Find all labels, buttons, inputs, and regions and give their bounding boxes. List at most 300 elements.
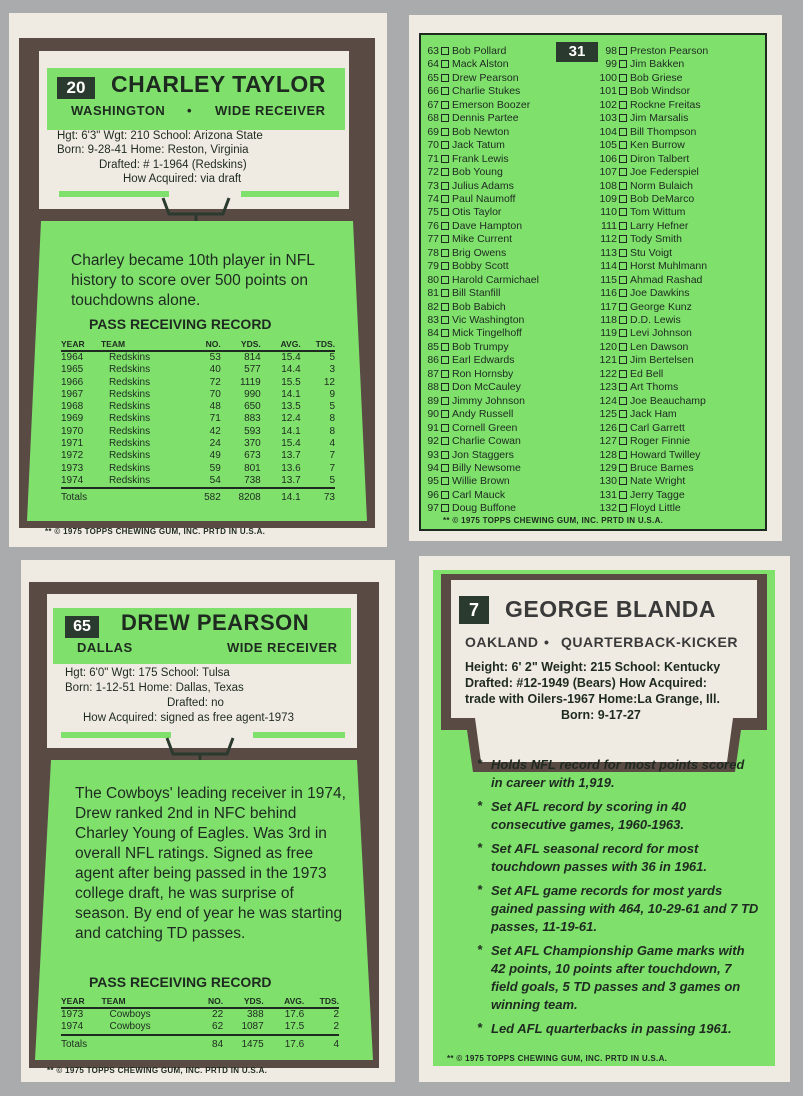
info-line-4: Born: 9-17-27 [561, 708, 641, 722]
card-charley-taylor [9, 13, 387, 547]
checklist-item [597, 233, 682, 246]
checklist-player-name: Carl Mauck [452, 488, 506, 501]
copyright-footer: ** © 1975 TOPPS CHEWING GUM, INC. PRTD IN U.S.A. [443, 516, 664, 525]
checklist-number: 77 [427, 233, 439, 246]
checklist-number: 131 [599, 488, 617, 501]
checklist-item [425, 502, 516, 515]
stats-cell: 1973 [61, 462, 84, 474]
stats-cell: Redskins [108, 352, 151, 363]
checklist-item [597, 126, 696, 139]
checkbox-icon [441, 276, 449, 284]
checklist-number: 84 [427, 327, 439, 340]
stats-cell: 72 [209, 376, 221, 388]
stats-cell: 370 [244, 438, 261, 450]
checklist-player-name: Bob DeMarco [630, 192, 695, 205]
checklist-item [425, 354, 514, 367]
checkbox-icon [619, 316, 627, 324]
highlight-text: Holds NFL record for most points scored in career with 1,919. [491, 757, 745, 790]
stats-totals-row [61, 1035, 339, 1050]
asterisk-icon: * [477, 756, 483, 771]
checklist-item [597, 85, 690, 98]
stats-cell: 990 [244, 388, 261, 400]
checklist-item [425, 206, 501, 219]
stats-cell: 17.5 [284, 1021, 305, 1033]
checklist-item [597, 301, 692, 314]
card-number: 20 [57, 77, 95, 99]
checklist-item [425, 422, 517, 435]
checklist-item [425, 166, 503, 179]
checkbox-icon [441, 383, 449, 391]
checkbox-icon [441, 182, 449, 190]
stripe-left [59, 191, 169, 197]
checklist-number: 87 [427, 367, 439, 380]
checkbox-icon [619, 477, 627, 485]
checklist-number: 79 [427, 260, 439, 273]
stats-cell: 40 [209, 364, 221, 376]
checklist-player-name: Norm Bulaich [630, 179, 694, 192]
stats-cell: 3 [329, 364, 335, 376]
stats-header-cell: TEAM [100, 339, 126, 349]
stats-cell: 14.1 [281, 388, 301, 400]
stats-header-cell: AVG. [284, 996, 305, 1006]
checklist-item [425, 260, 509, 273]
bio-text: Charley became 10th player in NFL history to score over 500 points on touchdowns alone. [71, 252, 315, 309]
checklist-number: 75 [427, 206, 439, 219]
checkbox-icon [619, 114, 627, 122]
info-line-1: Hgt: 6'3" Wgt: 210 School: Arizona State [57, 130, 263, 142]
checklist-item [597, 180, 693, 193]
checklist-player-name: Bob Griese [630, 71, 683, 84]
checklist-player-name: Len Dawson [630, 340, 689, 353]
checkbox-icon [619, 222, 627, 230]
stats-cell: 42 [209, 425, 221, 437]
checklist-player-name: Andy Russell [452, 408, 514, 421]
stats-row [61, 475, 335, 488]
checklist-number: 85 [427, 340, 439, 353]
stats-cell: 8 [329, 425, 335, 437]
checklist-number: 104 [599, 125, 617, 138]
checklist-item [597, 220, 688, 233]
checklist-number: 112 [600, 233, 617, 246]
stats-cell: 593 [244, 425, 261, 437]
checklist-player-name: Drew Pearson [452, 71, 519, 84]
checklist-player-name: Bob Babich [452, 300, 506, 313]
highlight-text: Set AFL game records for most yards gained passing with 464, 10-29-61 and 7 TD passes, 11-19-61. [491, 883, 759, 934]
checkbox-icon [441, 222, 449, 230]
info-line-3: trade with Oilers-1967 Home:La Grange, Ill. [465, 692, 720, 706]
checklist-player-name: Tody Smith [630, 233, 682, 246]
stats-row [61, 1021, 339, 1034]
checklist-player-name: Stu Voigt [630, 246, 673, 259]
stats-row [61, 438, 335, 450]
checklist-player-name: Don McCauley [452, 381, 521, 394]
checklist-player-name: Bobby Scott [452, 260, 509, 273]
stats-cell: Redskins [108, 364, 151, 376]
stats-cell: 4 [329, 438, 335, 450]
checklist-player-name: Bob Trumpy [452, 340, 509, 353]
player-name: CHARLEY TAYLOR [111, 71, 326, 97]
checklist-number: 106 [599, 152, 617, 165]
checklist-item [425, 449, 514, 462]
stats-total-cell: 73 [323, 492, 335, 504]
checkbox-icon [441, 316, 449, 324]
checklist-number: 110 [600, 206, 617, 219]
checklist-number: 64 [427, 58, 439, 71]
checklist-number: 114 [600, 260, 617, 273]
stats-cell: 8 [329, 413, 335, 425]
stats-cell: 5 [329, 474, 335, 486]
stripe-right [241, 191, 339, 197]
checkbox-icon [441, 208, 449, 216]
checkbox-icon [441, 235, 449, 243]
checkbox-icon [441, 249, 449, 257]
stats-cell: 814 [244, 352, 261, 363]
checklist-player-name: Bruce Barnes [630, 461, 694, 474]
checkbox-icon [441, 343, 449, 351]
checklist-item [597, 260, 707, 273]
stats-total-cell: Totals [61, 492, 88, 504]
checklist-item [425, 462, 521, 475]
checklist-player-name: Carl Garrett [630, 421, 685, 434]
highlight-item [477, 882, 759, 936]
checklist-player-name: Jerry Tagge [630, 488, 685, 501]
checkbox-icon [619, 303, 627, 311]
checklist-item [597, 395, 706, 408]
checklist-number: 66 [427, 85, 439, 98]
team-name: WASHINGTON [71, 103, 166, 118]
checklist-item [425, 475, 510, 488]
checklist-player-name: Charlie Stukes [452, 85, 521, 98]
card-drew-pearson [21, 560, 395, 1082]
checklist-player-name: Bob Young [452, 166, 503, 179]
stats-cell: 1972 [61, 450, 84, 462]
checklist-item [425, 314, 524, 327]
stripe-left [61, 732, 171, 738]
info-line-2: Born: 9-28-41 Home: Reston, Virginia [57, 144, 249, 156]
checkbox-icon [619, 464, 627, 472]
highlight-item [477, 1020, 759, 1038]
checkbox-icon [441, 141, 449, 149]
stats-row [61, 1008, 339, 1021]
checklist-item [597, 435, 690, 448]
stats-header-cell: NO. [205, 339, 221, 349]
stats-row [61, 389, 335, 401]
team-name: DALLAS [77, 640, 133, 655]
stats-total-cell: 17.6 [284, 1038, 305, 1050]
checklist-number: 116 [600, 287, 617, 300]
asterisk-icon: * [477, 798, 483, 813]
checklist-item [425, 180, 514, 193]
checkbox-icon [441, 74, 449, 82]
checklist-player-name: Dennis Partee [452, 112, 519, 125]
checklist-player-name: Cornell Green [452, 421, 518, 434]
checklist-number: 109 [599, 192, 617, 205]
checklist-item [425, 368, 513, 381]
stats-cell: 650 [244, 401, 261, 413]
checklist-number: 125 [599, 408, 617, 421]
stats-cell: 22 [212, 1009, 224, 1020]
checkbox-icon [619, 397, 627, 405]
checklist-player-name: D.D. Lewis [630, 314, 681, 326]
stats-cell: 388 [247, 1009, 264, 1020]
checkbox-icon [619, 424, 627, 432]
stripe-right [253, 732, 345, 738]
checklist-item [425, 233, 512, 246]
checklist-number: 120 [599, 340, 617, 353]
checkbox-icon [441, 370, 449, 378]
stats-total-cell: 14.1 [281, 492, 301, 504]
checklist-player-name: Charlie Cowan [452, 435, 521, 448]
checklist-number: 74 [427, 192, 439, 205]
stats-header-cell: TDS. [315, 339, 335, 349]
info-line-4: How Acquired: via draft [123, 173, 242, 185]
copyright-footer: ** © 1975 TOPPS CHEWING GUM, INC. PRTD IN U.S.A. [47, 1066, 268, 1075]
stats-cell: 53 [209, 352, 221, 363]
checklist-player-name: Floyd Little [630, 502, 681, 515]
checklist-item [425, 153, 509, 166]
checklist-item [597, 247, 672, 260]
highlight-text: Set AFL Championship Game marks with 42 points, 10 points after touchdown, 7 field goals, 5 TD passes and 3 games on winning team. [491, 943, 745, 1012]
career-highlights [477, 756, 759, 1044]
checklist-number: 91 [427, 421, 439, 434]
checklist-item [425, 45, 506, 58]
checklist-item [597, 502, 681, 515]
stats-cell: 738 [244, 474, 261, 486]
position: WIDE RECEIVER [215, 103, 326, 118]
checklist-player-name: Frank Lewis [452, 152, 509, 165]
checklist-player-name: Vic Washington [452, 314, 525, 326]
checkbox-icon [441, 410, 449, 418]
checkbox-icon [619, 451, 627, 459]
checklist-number: 89 [427, 394, 439, 407]
highlight-item [477, 756, 759, 792]
checklist-player-name: Billy Newsome [452, 461, 521, 474]
stats-cell: 7 [329, 450, 335, 462]
stats-cell: 577 [244, 364, 261, 376]
stats-cell: Redskins [108, 388, 151, 400]
checkbox-icon [619, 128, 627, 136]
checklist-player-name: Jim Marsalis [630, 112, 689, 125]
highlight-item [477, 942, 759, 1014]
checklist-player-name: Jim Bertelsen [630, 354, 694, 367]
checklist-player-name: Levi Johnson [630, 327, 692, 340]
checklist-number: 126 [599, 421, 617, 434]
checklist-player-name: Willie Brown [452, 475, 510, 488]
checklist-number: 73 [427, 179, 439, 192]
stats-cell: 1965 [61, 364, 84, 376]
position: QUARTERBACK-KICKER [561, 634, 738, 650]
stats-cell: 1119 [239, 376, 261, 388]
checklist-item [597, 449, 700, 462]
record-title: PASS RECEIVING RECORD [89, 974, 272, 990]
checklist-player-name: Horst Muhlmann [630, 260, 708, 273]
checklist-item [597, 354, 694, 367]
checklist-item [597, 489, 685, 502]
checkbox-icon [441, 303, 449, 311]
separator-dot: • [187, 103, 193, 118]
checklist-item [425, 139, 505, 152]
checklist-number: 71 [427, 152, 439, 165]
checkbox-icon [441, 128, 449, 136]
checklist-player-name: Brig Owens [452, 246, 507, 259]
checklist-number: 96 [427, 488, 439, 501]
checkbox-icon [441, 60, 449, 68]
checklist-item [425, 72, 519, 85]
checklist-player-name: Joe Federspiel [630, 166, 699, 179]
stats-cell: 1973 [61, 1009, 84, 1020]
checklist-number: 78 [427, 246, 439, 259]
stats-cell: 12.4 [281, 413, 301, 425]
checklist-number: 124 [599, 394, 617, 407]
checkbox-icon [441, 424, 449, 432]
checklist-player-name: Joe Dawkins [630, 287, 690, 300]
checkbox-icon [619, 276, 627, 284]
checkbox-icon [619, 383, 627, 391]
stats-cell: 48 [209, 401, 221, 413]
checklist-item [597, 139, 685, 152]
checklist-number: 121 [599, 354, 617, 367]
stats-header-cell: YEAR [61, 339, 85, 349]
checkbox-icon [441, 195, 449, 203]
checklist-item [425, 112, 519, 125]
stats-totals-row [61, 488, 335, 503]
asterisk-icon: * [477, 882, 483, 897]
stats-cell: 1970 [61, 425, 84, 437]
checklist-player-name: Joe Beauchamp [630, 394, 706, 407]
checkbox-icon [619, 262, 627, 270]
stats-cell: 1969 [61, 413, 84, 425]
checkbox-icon [619, 235, 627, 243]
stats-cell: 5 [329, 401, 335, 413]
checkbox-icon [441, 451, 449, 459]
checklist-item [597, 341, 688, 354]
checklist-player-name: Ken Burrow [630, 139, 685, 152]
stats-cell: 1971 [61, 438, 84, 450]
checklist-number: 70 [427, 139, 439, 152]
checklist-player-name: Bill Thompson [630, 125, 697, 138]
checklist-number: 97 [427, 502, 439, 515]
checklist-item [597, 99, 701, 112]
checkbox-icon [441, 87, 449, 95]
checklist-number: 95 [427, 475, 439, 488]
stats-cell: 673 [244, 450, 261, 462]
checklist-number: 117 [600, 300, 617, 313]
stats-header-cell: YDS. [240, 339, 261, 349]
checklist-player-name: Jimmy Johnson [452, 394, 525, 407]
stats-header-cell: TEAM [101, 996, 126, 1006]
checklist-player-name: Art Thoms [630, 381, 679, 394]
stats-row [61, 450, 335, 462]
checklist-item [425, 85, 520, 98]
checklist-player-name: Jack Tatum [452, 139, 505, 152]
stats-cell: 62 [212, 1021, 224, 1033]
checklist-player-name: Diron Talbert [630, 152, 690, 165]
stats-cell: Redskins [108, 462, 151, 474]
stats-cell: 5 [329, 352, 335, 363]
checklist-player-name: Tom Wittum [630, 206, 686, 219]
stats-cell: 2 [333, 1021, 339, 1033]
checkbox-icon [619, 47, 627, 55]
stats-cell: 1964 [61, 352, 84, 363]
checklist-number: 119 [600, 327, 617, 340]
stats-cell: Cowboys [109, 1021, 151, 1033]
checkbox-icon [619, 410, 627, 418]
stats-total-cell: 8208 [238, 492, 261, 504]
checkbox-icon [441, 289, 449, 297]
stats-header-cell: YDS. [243, 996, 264, 1006]
checklist-number: 93 [427, 448, 439, 461]
asterisk-icon: * [477, 1020, 483, 1035]
stats-cell: 59 [209, 462, 221, 474]
stats-cell: 71 [209, 413, 221, 425]
stats-total-cell: 582 [204, 492, 221, 504]
asterisk-icon: * [477, 942, 483, 957]
stats-cell: 70 [209, 388, 221, 400]
checkbox-icon [441, 114, 449, 122]
checkbox-icon [619, 141, 627, 149]
checklist-player-name: Earl Edwards [452, 354, 515, 367]
checklist-number: 115 [600, 273, 617, 286]
checkbox-icon [441, 329, 449, 337]
stats-cell: 13.7 [281, 474, 301, 486]
checklist-player-name: Nate Wright [630, 475, 686, 488]
bio-text: The Cowboys' leading receiver in 1974, Drew ranked 2nd in NFC behind Charley Young of Eagles. Was 3rd in overall NFL ratings. Signed as free agent after being passed in the 1973 college draft, he was surprise of season. By end of year he was starting and catching TD passes. [75, 785, 346, 942]
stats-cell: 15.4 [281, 352, 301, 363]
checklist-player-name: Bob Windsor [630, 85, 691, 98]
checklist-player-name: Jack Ham [630, 408, 677, 421]
checklist-number: 86 [427, 354, 439, 367]
stats-total-cell: 4 [333, 1038, 339, 1050]
checklist-item [425, 220, 522, 233]
checklist-number: 107 [599, 166, 617, 179]
checklist-player-name: Mack Alston [452, 58, 509, 71]
position: WIDE RECEIVER [227, 640, 338, 655]
checkbox-icon [441, 47, 449, 55]
checklist-player-name: Ed Bell [630, 367, 664, 380]
stats-row [61, 413, 335, 425]
stats-cell: 54 [209, 474, 221, 486]
checklist-player-name: Jim Bakken [630, 58, 685, 71]
checklist-player-name: Julius Adams [452, 179, 514, 192]
checklist-item [425, 193, 515, 206]
checklist-item [425, 301, 506, 314]
checkbox-icon [441, 397, 449, 405]
checklist-number: 130 [599, 475, 617, 488]
checkbox-icon [619, 437, 627, 445]
checklist-number: 102 [599, 98, 617, 111]
checklist-item [425, 381, 521, 394]
card-checklist [409, 15, 782, 541]
checkbox-icon [441, 504, 449, 512]
checklist-number: 88 [427, 381, 439, 394]
copyright-footer: ** © 1975 TOPPS CHEWING GUM, INC. PRTD IN U.S.A. [447, 1054, 668, 1063]
info-line-4: How Acquired: signed as free agent-1973 [83, 712, 294, 724]
stats-cell: 13.5 [281, 401, 301, 413]
checkbox-icon [441, 356, 449, 364]
checkbox-icon [619, 208, 627, 216]
stats-row [61, 426, 335, 438]
checklist-item [597, 193, 694, 206]
stats-cell: 15.5 [281, 376, 301, 388]
stats-table [61, 339, 335, 503]
copyright-footer: ** © 1975 TOPPS CHEWING GUM, INC. PRTD IN U.S.A. [45, 527, 266, 536]
checklist-player-name: Mick Tingelhoff [452, 327, 522, 340]
checklist-number: 105 [599, 139, 617, 152]
stats-total-cell: Totals [61, 1038, 88, 1050]
stats-cell: Redskins [108, 413, 151, 425]
checklist-item [597, 206, 685, 219]
checklist-item [597, 368, 663, 381]
